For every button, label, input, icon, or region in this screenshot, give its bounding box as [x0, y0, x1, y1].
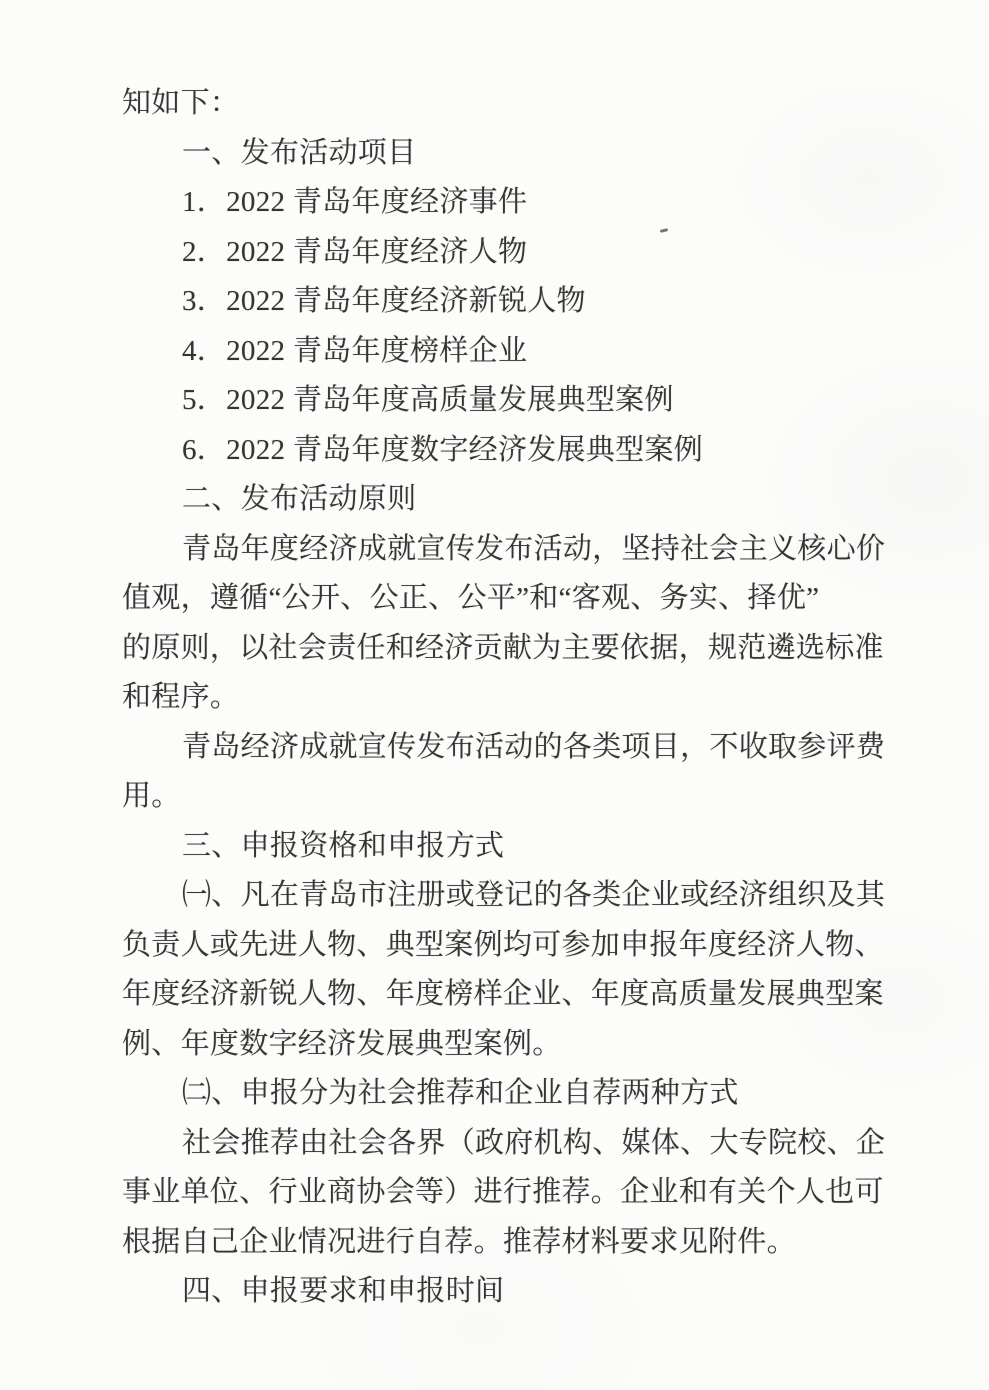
document-line: 6．2022 青岛年度数字经济发展典型案例 [182, 433, 704, 466]
document-line: 年度经济新锐人物、年度榜样企业、年度高质量发展典型案 [122, 978, 884, 1010]
document-line: 事业单位、行业商协会等）进行推荐。企业和有关个人也可 [122, 1176, 884, 1208]
document-line: ㈡、申报分为社会推荐和企业自荐两种方式 [182, 1077, 739, 1109]
document-line: 3．2022 青岛年度经济新锐人物 [182, 285, 586, 317]
document-line: 2．2022 青岛年度经济人物 [182, 235, 528, 268]
document-line: 根据自己企业情况进行自荐。推荐材料要求见附件。 [122, 1225, 796, 1258]
document-line: 三、申报资格和申报方式 [182, 829, 505, 862]
document-line: 4．2022 青岛年度榜样企业 [182, 334, 528, 367]
document-line: ㈠、凡在青岛市注册或登记的各类企业或经济组织及其 [182, 879, 886, 911]
document-line: 知如下： [122, 87, 240, 119]
document-line: 例、年度数字经济发展典型案例。 [122, 1027, 562, 1060]
document-line: 和程序。 [122, 681, 240, 713]
document-line: 青岛经济成就宣传发布活动的各类项目，不收取参评费 [182, 730, 886, 763]
document-line: 负责人或先进人物、典型案例均可参加申报年度经济人物、 [122, 928, 884, 961]
document-line: 社会推荐由社会各界（政府机构、媒体、大专院校、企 [182, 1126, 886, 1159]
document-line: 一、发布活动项目 [182, 136, 417, 169]
document-line: 青岛年度经济成就宣传发布活动，坚持社会主义核心价 [182, 532, 886, 565]
document-line: 二、发布活动原则 [182, 483, 417, 515]
document-line: 1．2022 青岛年度经济事件 [182, 186, 528, 218]
document-line: 的原则，以社会责任和经济贡献为主要依据，规范遴选标准 [122, 631, 884, 664]
document-body [122, 79, 897, 1317]
document-line: 值观，遵循“公开、公正、公平”和“客观、务实、择优” [122, 582, 820, 614]
document-line: 5．2022 青岛年度高质量发展典型案例 [182, 384, 674, 416]
document-line: 四、申报要求和申报时间 [182, 1275, 505, 1307]
document-line: 用。 [122, 780, 181, 812]
